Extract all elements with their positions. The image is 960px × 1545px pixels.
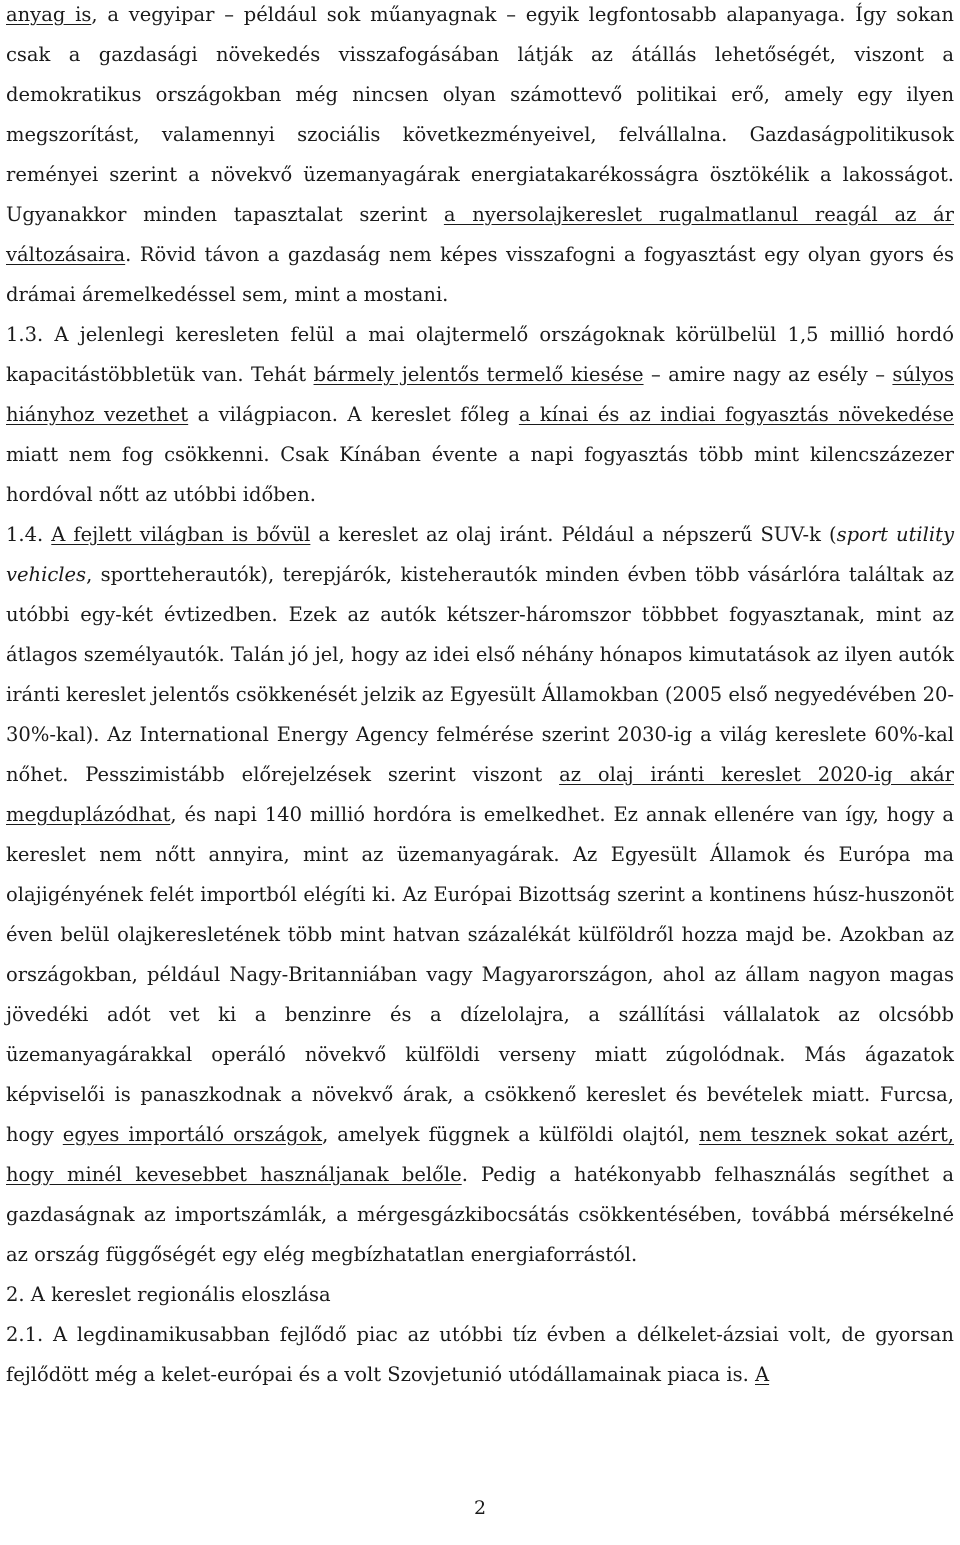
text-segment: 2.1. A legdinamikusabban fejlődő piac az utóbbi tíz évben a délkelet-ázsiai volt, de gyorsan fejlődött még a kelet-európai és a volt Szovjetunió utódállamainak piaca is. <box>6 1323 954 1386</box>
underlined-text: egyes importáló országok <box>62 1123 323 1146</box>
text-segment: – amire nagy az esély – <box>643 363 893 386</box>
underlined-text: a nyersolajkereslet rugalmatlanul reagál az ár változásaira <box>6 203 955 266</box>
document-body <box>6 0 954 1395</box>
text-segment: , a vegyipar – például sok műanyagnak – egyik legfontosabb alapanyaga. Így sokan csak a gazdasági növekedés visszafogásában látják az átállás lehetőségét, viszont a demokratikus országokban még nincsen olyan számottevő politikai erő, amely egy ilyen megszorítást, valamennyi szociális következményeivel, felvállalna. Gazdaságpolitikusok reményei szerint a növekvő üzemanyagárak energiatakarékosságra ösztökélik a lakosságot. Ugyanakkor minden tapasztalat szerint <box>6 3 954 226</box>
underlined-text: anyag is <box>6 3 92 26</box>
text-segment: . Pedig a hatékonyabb felhasználás segíthet a gazdaságnak az importszámlák, a mérgesgázkibocsátás csökkentésében, továbbá mérsékelné az ország függőségét egy elég megbízhatatlan energiaforrástól. <box>6 1163 954 1266</box>
text-segment: , amelyek függnek a külföldi olajtól, <box>322 1123 700 1146</box>
underlined-text: A fejlett világban is bővül <box>51 523 311 546</box>
underlined-text: nem tesznek sokat azért, hogy minél kevesebbet használjanak belőle <box>6 1123 955 1186</box>
text-segment: , sportteherautók), terepjárók, kisteherautók minden évben több vásárlóra találtak az utóbbi egy-két évtizedben. Ezek az autók kétszer-háromszor többbet fogyasztanak, mint az átlagos személyautók. Talán jó jel, hogy az idei első néhány hónapos kimutatások az ilyen autók iránti kereslet jelentős csökkenését jelzik az Egyesült Államokban (2005 első negyedévében 20-30%-kal). Az International Energy Agency felmérése szerint 2030-ig a világ kereslete 60%-kal nőhet. Pesszimistább előrejelzések szerint viszont <box>6 563 954 786</box>
underlined-text: a kínai és az indiai fogyasztás növekedése <box>518 403 954 426</box>
text-segment: miatt nem fog csökkenni. Csak Kínában évente a napi fogyasztás több mint kilencszázezer hordóval nőtt az utóbbi időben. <box>6 443 954 506</box>
paragraph-p-1-3 <box>6 315 954 515</box>
italic-text: sport utility vehicles <box>6 523 954 586</box>
paragraph-p-2-1 <box>6 1315 954 1395</box>
text-segment: 1.3. A jelenlegi keresleten felül a mai olajtermelő országoknak körülbelül 1,5 millió hordó kapacitástöbbletük van. Tehát <box>6 323 954 386</box>
paragraph-p-continuation <box>6 0 954 315</box>
text-segment: a világpiacon. A kereslet főleg <box>188 403 519 426</box>
section-heading: 2. A kereslet regionális eloszlása <box>6 1283 331 1306</box>
text-segment: a kereslet az olaj iránt. Például a népszerű SUV-k ( <box>310 523 837 546</box>
underlined-text: bármely jelentős termelő kiesése <box>313 363 644 386</box>
page-number: 2 <box>473 1497 487 1519</box>
paragraph-p-1-4 <box>6 515 954 1275</box>
underlined-text: A <box>755 1363 770 1386</box>
underlined-text: súlyos hiányhoz vezethet <box>6 363 954 426</box>
text-segment: 1.4. <box>6 523 52 546</box>
text-segment: . Rövid távon a gazdaság nem képes visszafogni a fogyasztást egy olyan gyors és drámai áremelkedéssel sem, mint a mostani. <box>6 243 954 306</box>
text-segment: , és napi 140 millió hordóra is emelkedhet. Ez annak ellenére van így, hogy a kereslet nem nőtt annyira, mint az üzemanyagárak. Az Egyesült Államok és Európa ma olajigényének felét importból elégíti ki. Az Európai Bizottság szerint a kontinens húsz-huszonöt éven belül olajkeresletének több mint hatvan százalékát külföldről hozza majd be. Azokban az országokban, például Nagy-Britanniában vagy Magyarországon, ahol az állam nagyon magas jövedéki adót vet ki a benzinre és a dízelolajra, a szállítási vállalatok az olcsóbb üzemanyagárakkal operáló növekvő külföldi verseny miatt zúgolódnak. Más ágazatok képviselői is panaszkodnak a növekvő árak, a csökkenő kereslet és bevételek miatt. Furcsa, hogy <box>6 803 954 1146</box>
underlined-text: az olaj iránti kereslet 2020-ig akár megduplázódhat <box>6 763 954 826</box>
